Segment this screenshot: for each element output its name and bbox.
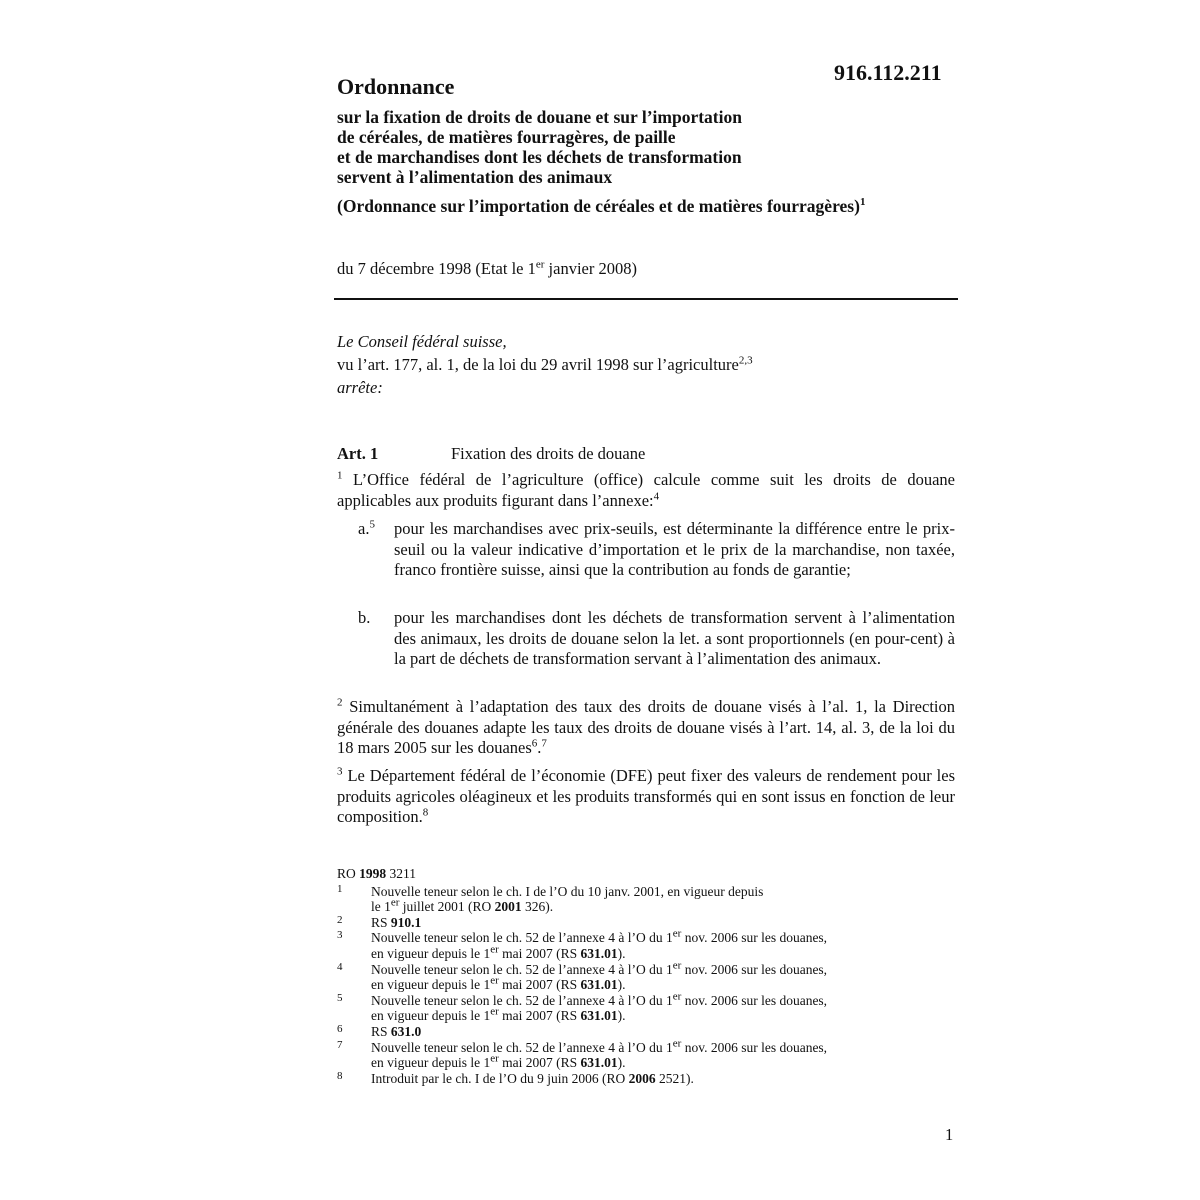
page-number: 1 (945, 1125, 954, 1144)
footnote-number: 4 (337, 960, 343, 973)
footnote-text: le 1er juillet 2001 (RO 2001 326). (371, 896, 554, 915)
date-text: du 7 décembre 1998 (Etat le 1 (337, 259, 536, 278)
item-a-marker (358, 519, 375, 540)
preamble-council: Le Conseil fédéral suisse, (337, 332, 507, 351)
short-title (337, 196, 865, 217)
footnotes (337, 866, 957, 1086)
preamble-basis-text: vu l’art. 177, al. 1, de la loi du 29 avril 1998 sur l’agriculture (337, 355, 739, 374)
footnote-number: 5 (337, 991, 343, 1004)
ro-prefix: RO (337, 866, 360, 881)
item-a: pour les marchandises avec prix-seuils, est déterminante la différence entre le prix-seuil ou la valeur indicative d’importation et le prix de la marchandise, non taxée, franco frontière suisse, ainsi que la contribution au fonds de garantie; (394, 519, 955, 579)
footnote-text: Nouvelle teneur selon le ch. 52 de l’annexe 4 à l’O du 1er nov. 2006 sur les douanes, (371, 1037, 828, 1055)
footnote-text: en vigueur depuis le 1er mai 2007 (RS 631.01). (371, 1005, 626, 1024)
footnote-4 (337, 959, 957, 993)
item-b-marker: b. (358, 608, 371, 627)
short-title-text: (Ordonnance sur l’importation de céréales et de matières fourragères) (337, 196, 860, 216)
footnote-1 (337, 884, 957, 915)
footnote-text: Nouvelle teneur selon le ch. I de l’O du 10 janv. 2001, en vigueur depuis (371, 883, 764, 899)
article-heading (337, 444, 645, 464)
footnote-text: en vigueur depuis le 1er mai 2007 (RS 631.01). (371, 943, 626, 961)
footnote-ref[interactable]: 8 (422, 806, 429, 819)
footnote-ref[interactable]: 7 (541, 737, 547, 750)
footnote-text: RS 631.0 (371, 1023, 422, 1039)
footnote-number: 3 (337, 929, 343, 942)
footnote-3 (337, 927, 957, 961)
paragraph-3 (337, 766, 955, 828)
footnote-number: 6 (337, 1022, 343, 1035)
footnote-text: RS 910.1 (371, 914, 422, 930)
systematic-number: 916.112.211 (834, 60, 942, 85)
paragraph-1 (337, 470, 955, 511)
footnote-6 (337, 1024, 957, 1040)
paragraph-number: 1 (337, 469, 343, 482)
footnote-2 (337, 915, 957, 931)
preamble-decree: arrête: (337, 378, 383, 397)
subtitle-line: sur la fixation de droits de douane et sur l’importation (337, 107, 742, 127)
paragraph-text: L’Office fédéral de l’agriculture (office) calcule comme suit les droits de douane applicables aux produits figurant dans l’annexe: (337, 470, 956, 510)
footnote-text: en vigueur depuis le 1er mai 2007 (RS 631.01). (371, 974, 626, 993)
paragraph-number: 3 (337, 765, 343, 778)
footnote-number: 2 (337, 913, 343, 926)
subtitle-line: de céréales, de matières fourragères, de paille (337, 127, 676, 147)
paragraph-punct: . (537, 738, 542, 757)
footnote-number: 8 (337, 1069, 343, 1082)
footnote-ref[interactable]: 6 (531, 737, 538, 750)
ro-reference (337, 866, 957, 882)
paragraph-number: 2 (337, 696, 343, 709)
article-number: Art. 1 (337, 444, 379, 463)
footnote-ref[interactable]: 4 (653, 490, 660, 502)
preamble (337, 330, 753, 399)
ro-year: 1998 (359, 866, 387, 881)
footnote-ref[interactable]: 5 (369, 518, 375, 531)
footnote-ref[interactable]: 1 (859, 196, 866, 209)
document-date (337, 259, 637, 279)
date-superscript: er (535, 258, 545, 271)
footnote-text: Nouvelle teneur selon le ch. 52 de l’annexe 4 à l’O du 1er nov. 2006 sur les douanes, (371, 959, 828, 977)
subtitle-line: et de marchandises dont les déchets de transformation (337, 147, 742, 167)
document-title: Ordonnance (337, 74, 455, 99)
ro-page: 3211 (386, 866, 417, 881)
footnote-8 (337, 1071, 957, 1087)
preamble-basis (337, 353, 753, 376)
footnote-number: 7 (337, 1038, 343, 1051)
paragraph-text: Le Département fédéral de l’économie (DFE) peut fixer des valeurs de rendement pour les produits agricoles oléagineux et les produits transformés qui en sont issus en fonction de leur composition. (337, 766, 956, 826)
article-title: Fixation des droits de douane (451, 444, 646, 463)
header-divider (334, 298, 958, 300)
paragraph-text: Simultanément à l’adaptation des taux des droits de douane visés à l’al. 1, la Direction générale des douanes adapte les taux des droits de douane visés à l’art. 14, al. 3, de la loi du 18 mars 2005 sur les douanes (337, 697, 955, 757)
item-b: pour les marchandises dont les déchets de transformation servent à l’alimentation des animaux, les droits de douane selon la let. a sont proportionnels (en pour-cent) à la part de déchets de transformation servant à l’alimentation des animaux. (394, 608, 955, 668)
footnote-5 (337, 990, 957, 1024)
footnote-text: Nouvelle teneur selon le ch. 52 de l’annexe 4 à l’O du 1er nov. 2006 sur les douanes, (371, 990, 828, 1008)
footnote-7 (337, 1037, 957, 1071)
footnote-text: Nouvelle teneur selon le ch. 52 de l’annexe 4 à l’O du 1er nov. 2006 sur les douanes, (371, 927, 828, 946)
date-text-end: janvier 2008) (544, 259, 637, 278)
paragraph-2 (337, 697, 955, 759)
document-subtitle (337, 107, 937, 187)
footnote-number: 1 (337, 882, 343, 895)
subtitle-line: servent à l’alimentation des animaux (337, 167, 613, 187)
footnote-ref[interactable]: 2,3 (738, 354, 753, 367)
footnote-text: Introduit par le ch. I de l’O du 9 juin 2006 (RO 2006 2521). (371, 1070, 694, 1086)
footnote-text: en vigueur depuis le 1er mai 2007 (RS 631.01). (371, 1052, 626, 1071)
item-letter: a. (358, 519, 370, 538)
